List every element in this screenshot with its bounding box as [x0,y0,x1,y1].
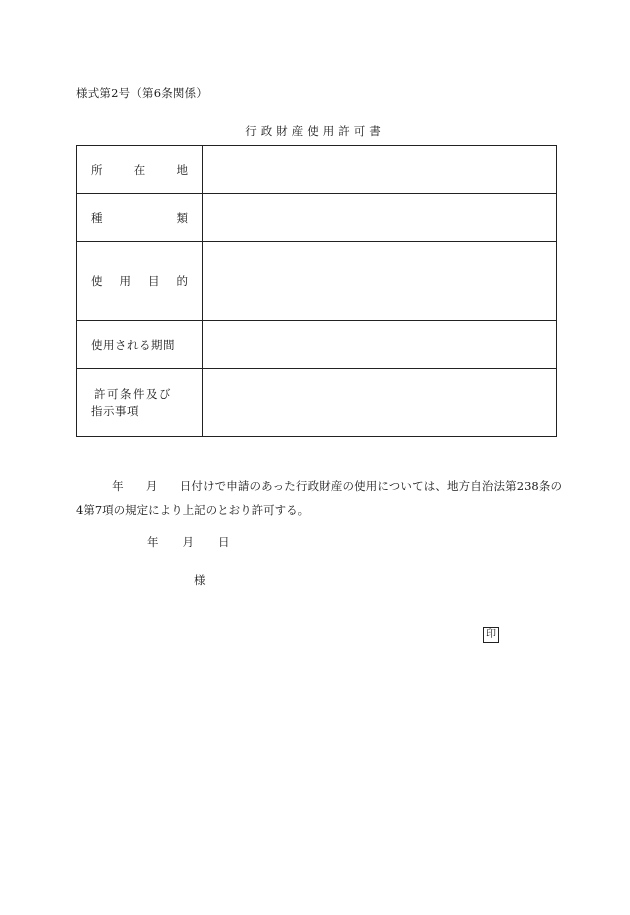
label-location [77,146,203,194]
label-type-part-2: 類 [176,210,188,225]
value-purpose[interactable] [203,242,557,321]
form-number: 様式第2号（第6条関係） [76,86,209,100]
permit-table [76,145,557,437]
statement-year: 年 [112,479,124,493]
label-type-part-1: 種 [91,210,103,225]
value-type[interactable] [203,194,557,242]
date-year: 年 [147,535,159,549]
date-day: 日 [218,535,230,549]
date-month: 月 [182,535,194,549]
label-purpose-part-4: 的 [176,274,188,288]
label-purpose-part-3: 目 [148,274,160,288]
table-row-type [77,194,557,242]
permit-statement [76,474,562,522]
label-location-part-3: 地 [176,162,188,177]
label-period [77,321,203,369]
issue-date [147,534,230,550]
label-type [77,194,203,242]
label-purpose [77,242,203,321]
seal-mark: 印 [483,627,499,643]
value-location[interactable] [203,146,557,194]
table-row-period [77,321,557,369]
table-row-conditions [77,369,557,437]
document-title: 行政財産使用許可書 [245,124,385,138]
label-location-part-2: 在 [133,162,146,177]
label-period-text: 使用される期間 [91,337,175,352]
label-location-part-1: 所 [91,162,103,177]
addressee: 様 [194,573,206,587]
statement-month: 月 [145,479,158,493]
statement-text: 日付けで申請のあった行政財産の使用については、地方自治法第238条の4第7項の規定により上記のとおり許可する。 [76,479,563,517]
value-period[interactable] [203,321,557,369]
table-row-location [77,146,557,194]
label-conditions-line-1: 許可条件及び [94,386,172,401]
label-conditions [77,369,203,437]
label-purpose-part-2: 用 [119,274,131,288]
label-purpose-part-1: 使 [91,274,103,288]
value-conditions[interactable] [203,369,557,437]
table-row-purpose [77,242,557,321]
label-conditions-line-2: 指示事項 [91,403,139,418]
